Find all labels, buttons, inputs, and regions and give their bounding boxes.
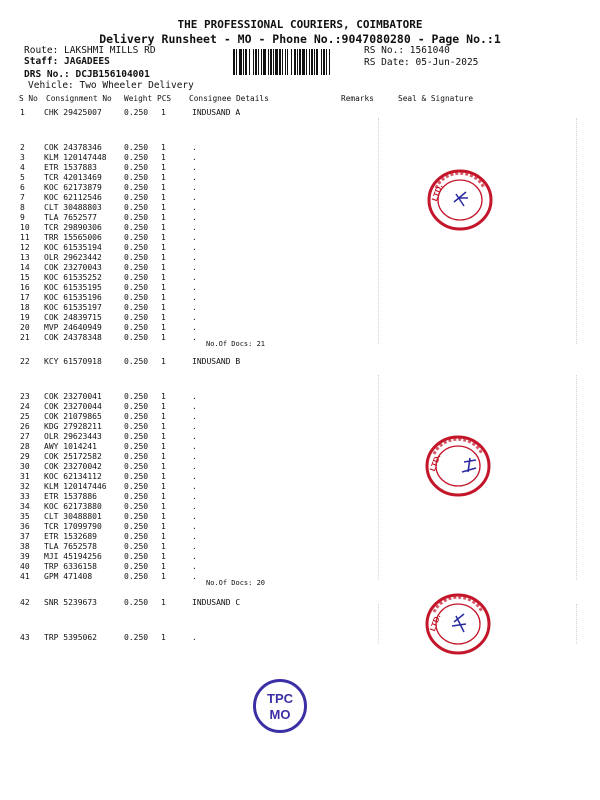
row-weight: 0.250 — [124, 243, 149, 252]
row-sno: 6 — [20, 183, 25, 192]
row-weight: 0.250 — [124, 203, 149, 212]
row-consignee-details: . — [192, 452, 197, 461]
row-weight: 0.250 — [124, 293, 149, 302]
row-consignment-no: COK 23270044 — [44, 402, 102, 411]
row-weight: 0.250 — [124, 562, 149, 571]
row-sno: 4 — [20, 163, 25, 172]
row-consignment-no: COK 25172582 — [44, 452, 102, 461]
row-consignment-no: KOC 61535197 — [44, 303, 102, 312]
table-row — [0, 153, 600, 163]
row-weight: 0.250 — [124, 173, 149, 182]
row-weight: 0.250 — [124, 452, 149, 461]
row-pcs: 1 — [161, 108, 166, 117]
row-pcs: 1 — [161, 412, 166, 421]
row-sno: 33 — [20, 492, 30, 501]
table-row — [0, 183, 600, 193]
row-pcs: 1 — [161, 402, 166, 411]
table-row — [0, 253, 600, 263]
row-pcs: 1 — [161, 303, 166, 312]
table-row — [0, 243, 600, 253]
row-sno: 35 — [20, 512, 30, 521]
row-weight: 0.250 — [124, 522, 149, 531]
row-consignee-details: . — [192, 323, 197, 332]
row-pcs: 1 — [161, 552, 166, 561]
row-pcs: 1 — [161, 283, 166, 292]
row-consignee-details: . — [192, 243, 197, 252]
table-row — [0, 163, 600, 173]
row-consignee-details: . — [192, 263, 197, 272]
row-pcs: 1 — [161, 562, 166, 571]
row-weight: 0.250 — [124, 108, 149, 117]
table-row — [0, 333, 600, 343]
row-pcs: 1 — [161, 203, 166, 212]
row-consignment-no: KOC 62134112 — [44, 472, 102, 481]
row-consignment-no: OLR 29623442 — [44, 253, 102, 262]
row-sno: 3 — [20, 153, 25, 162]
row-pcs: 1 — [161, 472, 166, 481]
row-consignment-no: ETR 1537886 — [44, 492, 97, 501]
row-consignment-no: TRR 15565006 — [44, 233, 102, 242]
doc-count: No.Of Docs: 21 — [206, 340, 266, 348]
table-row — [0, 323, 600, 333]
row-sno: 14 — [20, 263, 30, 272]
company-seal-stamp — [426, 168, 494, 232]
row-consignment-no: TLA 7652578 — [44, 542, 97, 551]
row-consignment-no: OLR 29623443 — [44, 432, 102, 441]
row-pcs: 1 — [161, 273, 166, 282]
row-consignee-details: . — [192, 532, 197, 541]
row-sno: 15 — [20, 273, 30, 282]
row-consignee-details: . — [192, 462, 197, 471]
row-weight: 0.250 — [124, 303, 149, 312]
table-row — [0, 412, 600, 422]
row-sno: 10 — [20, 223, 30, 232]
row-consignee-details: . — [192, 572, 197, 581]
row-consignee-details: . — [192, 283, 197, 292]
doc-count: No.Of Docs: 20 — [206, 579, 266, 587]
col-header-sno: S No — [19, 94, 38, 103]
table-row — [0, 492, 600, 502]
row-consignee-details: . — [192, 633, 197, 642]
row-consignment-no: KOC 61535196 — [44, 293, 102, 302]
row-weight: 0.250 — [124, 193, 149, 202]
row-pcs: 1 — [161, 243, 166, 252]
row-weight: 0.250 — [124, 462, 149, 471]
row-consignment-no: KDG 27928211 — [44, 422, 102, 431]
row-sno: 27 — [20, 432, 30, 441]
row-consignee-details: . — [192, 392, 197, 401]
table-row — [0, 452, 600, 462]
row-consignee-details: . — [192, 422, 197, 431]
table-row — [0, 402, 600, 412]
row-consignment-no: COK 24839715 — [44, 313, 102, 322]
row-consignment-no: KOC 62173880 — [44, 502, 102, 511]
row-weight: 0.250 — [124, 357, 149, 366]
company-name: THE PROFESSIONAL COURIERS, COIMBATORE — [177, 18, 423, 31]
table-row — [0, 143, 600, 153]
table-row — [0, 472, 600, 482]
row-consignment-no: CLT 30488801 — [44, 512, 102, 521]
table-row — [0, 633, 600, 643]
row-weight: 0.250 — [124, 323, 149, 332]
row-weight: 0.250 — [124, 422, 149, 431]
row-pcs: 1 — [161, 482, 166, 491]
row-sno: 28 — [20, 442, 30, 451]
row-consignment-no: KOC 61535252 — [44, 273, 102, 282]
table-row — [0, 482, 600, 492]
row-weight: 0.250 — [124, 472, 149, 481]
row-pcs: 1 — [161, 432, 166, 441]
row-consignment-no: TCR 29890306 — [44, 223, 102, 232]
row-sno: 43 — [20, 633, 30, 642]
row-consignee-details: . — [192, 193, 197, 202]
row-sno: 31 — [20, 472, 30, 481]
table-row — [0, 303, 600, 313]
row-pcs: 1 — [161, 462, 166, 471]
row-consignee-details: . — [192, 273, 197, 282]
row-pcs: 1 — [161, 233, 166, 242]
row-sno: 25 — [20, 412, 30, 421]
row-sno: 23 — [20, 392, 30, 401]
row-pcs: 1 — [161, 522, 166, 531]
row-pcs: 1 — [161, 512, 166, 521]
row-weight: 0.250 — [124, 213, 149, 222]
row-weight: 0.250 — [124, 253, 149, 262]
row-sno: 34 — [20, 502, 30, 511]
table-row — [0, 522, 600, 532]
row-consignment-no: KOC 62173879 — [44, 183, 102, 192]
row-consignment-no: CHK 29425007 — [44, 108, 102, 117]
row-consignee-details: . — [192, 482, 197, 491]
col-header-weight: Weight — [124, 94, 153, 103]
row-sno: 30 — [20, 462, 30, 471]
staff-label: Staff: JAGADEES — [24, 56, 110, 67]
row-weight: 0.250 — [124, 313, 149, 322]
vehicle-label: Vehicle: Two Wheeler Delivery — [28, 80, 194, 91]
row-sno: 5 — [20, 173, 25, 182]
row-consignment-no: KCY 61570918 — [44, 357, 102, 366]
row-consignment-no: TCR 17099790 — [44, 522, 102, 531]
table-row — [0, 263, 600, 273]
row-consignee-details: . — [192, 472, 197, 481]
row-weight: 0.250 — [124, 273, 149, 282]
table-row — [0, 273, 600, 283]
row-pcs: 1 — [161, 357, 166, 366]
row-pcs: 1 — [161, 532, 166, 541]
table-row — [0, 462, 600, 472]
row-weight: 0.250 — [124, 402, 149, 411]
row-consignee-details: . — [192, 253, 197, 262]
row-consignment-no: TLA 7652577 — [44, 213, 97, 222]
row-consignment-no: ETR 1532689 — [44, 532, 97, 541]
table-row — [0, 552, 600, 562]
company-seal-stamp — [424, 592, 492, 656]
row-sno: 13 — [20, 253, 30, 262]
row-consignment-no: COK 23270041 — [44, 392, 102, 401]
row-consignment-no: COK 23270043 — [44, 263, 102, 272]
row-sno: 29 — [20, 452, 30, 461]
table-row — [0, 213, 600, 223]
row-consignment-no: CLT 30488803 — [44, 203, 102, 212]
col-header-pcs: PCS — [157, 94, 172, 103]
row-weight: 0.250 — [124, 223, 149, 232]
row-sno: 8 — [20, 203, 25, 212]
row-consignment-no: TCR 42013469 — [44, 173, 102, 182]
row-consignee-details: . — [192, 163, 197, 172]
row-consignee-details: . — [192, 402, 197, 411]
row-pcs: 1 — [161, 452, 166, 461]
table-row — [0, 532, 600, 542]
row-pcs: 1 — [161, 502, 166, 511]
row-consignment-no: COK 23270042 — [44, 462, 102, 471]
row-consignee-details: . — [192, 293, 197, 302]
row-weight: 0.250 — [124, 183, 149, 192]
row-consignee-details: . — [192, 153, 197, 162]
row-consignment-no: KOC 61535194 — [44, 243, 102, 252]
row-sno: 2 — [20, 143, 25, 152]
row-consignee-details: . — [192, 512, 197, 521]
table-row — [0, 293, 600, 303]
row-weight: 0.250 — [124, 442, 149, 451]
row-pcs: 1 — [161, 143, 166, 152]
row-consignee-details: . — [192, 542, 197, 551]
row-consignment-no: GPM 471408 — [44, 572, 93, 581]
table-row — [0, 572, 600, 582]
row-consignee-details: INDUSAND C — [192, 598, 241, 607]
row-weight: 0.250 — [124, 333, 149, 342]
drs-number: DRS No.: DCJB156104001 — [24, 69, 150, 80]
table-row — [0, 173, 600, 183]
row-consignment-no: SNR 5239673 — [44, 598, 97, 607]
table-row — [0, 193, 600, 203]
row-consignment-no: COK 24378348 — [44, 333, 102, 342]
row-consignee-details: . — [192, 492, 197, 501]
row-weight: 0.250 — [124, 153, 149, 162]
row-weight: 0.250 — [124, 502, 149, 511]
svg-text:LTD.: LTD. — [428, 613, 443, 633]
row-sno: 18 — [20, 303, 30, 312]
row-weight: 0.250 — [124, 542, 149, 551]
row-consignee-details: . — [192, 522, 197, 531]
row-consignment-no: TRP 6336158 — [44, 562, 97, 571]
tpc-stamp-line1: TPC — [267, 691, 293, 706]
row-weight: 0.250 — [124, 283, 149, 292]
row-consignee-details: . — [192, 412, 197, 421]
row-weight: 0.250 — [124, 572, 149, 581]
row-sno: 24 — [20, 402, 30, 411]
row-consignment-no: KLM 120147448 — [44, 153, 107, 162]
row-pcs: 1 — [161, 313, 166, 322]
table-row — [0, 233, 600, 243]
row-weight: 0.250 — [124, 233, 149, 242]
row-consignee-details: . — [192, 303, 197, 312]
table-row — [0, 108, 600, 118]
row-consignee-details: . — [192, 333, 197, 342]
row-weight: 0.250 — [124, 532, 149, 541]
row-consignee-details: . — [192, 203, 197, 212]
row-pcs: 1 — [161, 392, 166, 401]
row-pcs: 1 — [161, 183, 166, 192]
row-weight: 0.250 — [124, 263, 149, 272]
svg-text:LTD.: LTD. — [430, 183, 445, 203]
row-sno: 16 — [20, 283, 30, 292]
table-row — [0, 562, 600, 572]
row-pcs: 1 — [161, 598, 166, 607]
row-consignee-details: . — [192, 502, 197, 511]
col-header-consignment: Consignment No — [46, 94, 112, 103]
row-weight: 0.250 — [124, 412, 149, 421]
row-consignee-details: INDUSAND B — [192, 357, 241, 366]
col-header-details: Consignee Details — [189, 94, 269, 103]
row-pcs: 1 — [161, 633, 166, 642]
row-consignee-details: . — [192, 223, 197, 232]
company-seal-stamp — [424, 434, 492, 498]
row-sno: 21 — [20, 333, 30, 342]
row-consignment-no: COK 24378346 — [44, 143, 102, 152]
row-consignment-no: MVP 24640949 — [44, 323, 102, 332]
route-label: Route: LAKSHMI MILLS RD — [24, 45, 156, 56]
table-row — [0, 598, 600, 608]
table-row — [0, 542, 600, 552]
row-weight: 0.250 — [124, 552, 149, 561]
row-consignment-no: AWY 1014241 — [44, 442, 97, 451]
row-pcs: 1 — [161, 173, 166, 182]
row-consignment-no: COK 21079865 — [44, 412, 102, 421]
tpc-mo-stamp — [253, 679, 307, 733]
table-row — [0, 313, 600, 323]
table-row — [0, 512, 600, 522]
barcode — [233, 49, 357, 75]
row-sno: 12 — [20, 243, 30, 252]
row-consignee-details: . — [192, 143, 197, 152]
row-pcs: 1 — [161, 293, 166, 302]
row-consignment-no: MJI 45194256 — [44, 552, 102, 561]
row-consignee-details: . — [192, 313, 197, 322]
tpc-stamp-line2: MO — [269, 707, 291, 722]
table-row — [0, 502, 600, 512]
row-consignee-details: . — [192, 233, 197, 242]
row-weight: 0.250 — [124, 482, 149, 491]
row-sno: 38 — [20, 542, 30, 551]
row-sno: 20 — [20, 323, 30, 332]
row-consignee-details: . — [192, 562, 197, 571]
table-row — [0, 392, 600, 402]
row-sno: 26 — [20, 422, 30, 431]
row-weight: 0.250 — [124, 598, 149, 607]
row-weight: 0.250 — [124, 143, 149, 152]
row-consignment-no: KOC 61535195 — [44, 283, 102, 292]
table-row — [0, 203, 600, 213]
row-sno: 36 — [20, 522, 30, 531]
row-weight: 0.250 — [124, 392, 149, 401]
row-pcs: 1 — [161, 542, 166, 551]
table-row — [0, 283, 600, 293]
row-sno: 9 — [20, 213, 25, 222]
row-pcs: 1 — [161, 263, 166, 272]
row-sno: 1 — [20, 108, 25, 117]
row-consignee-details: . — [192, 552, 197, 561]
row-pcs: 1 — [161, 422, 166, 431]
table-row — [0, 422, 600, 432]
row-consignment-no: KLM 120147446 — [44, 482, 107, 491]
row-pcs: 1 — [161, 323, 166, 332]
row-sno: 7 — [20, 193, 25, 202]
row-pcs: 1 — [161, 492, 166, 501]
row-consignee-details: . — [192, 432, 197, 441]
table-row — [0, 442, 600, 452]
rs-number: RS No.: 1561040 — [364, 45, 450, 56]
row-pcs: 1 — [161, 333, 166, 342]
row-consignment-no: TRP 5395062 — [44, 633, 97, 642]
row-pcs: 1 — [161, 442, 166, 451]
row-sno: 41 — [20, 572, 30, 581]
row-sno: 19 — [20, 313, 30, 322]
col-header-seal: Seal & Signature — [398, 94, 474, 103]
runsheet-title: Delivery Runsheet - MO - Phone No.:9047080280 - Page No.:1 — [99, 32, 501, 46]
row-weight: 0.250 — [124, 492, 149, 501]
row-consignment-no: KOC 62112546 — [44, 193, 102, 202]
row-pcs: 1 — [161, 572, 166, 581]
rs-date: RS Date: 05-Jun-2025 — [364, 57, 479, 68]
col-header-remarks: Remarks — [341, 94, 374, 103]
row-sno: 32 — [20, 482, 30, 491]
row-pcs: 1 — [161, 153, 166, 162]
row-pcs: 1 — [161, 163, 166, 172]
row-pcs: 1 — [161, 193, 166, 202]
row-pcs: 1 — [161, 253, 166, 262]
row-weight: 0.250 — [124, 633, 149, 642]
row-consignment-no: ETR 1537883 — [44, 163, 97, 172]
row-consignee-details: . — [192, 442, 197, 451]
row-consignee-details: . — [192, 183, 197, 192]
row-weight: 0.250 — [124, 512, 149, 521]
row-consignee-details: . — [192, 213, 197, 222]
table-row — [0, 357, 600, 367]
row-consignee-details: INDUSAND A — [192, 108, 241, 117]
row-sno: 17 — [20, 293, 30, 302]
row-sno: 42 — [20, 598, 30, 607]
row-weight: 0.250 — [124, 432, 149, 441]
row-sno: 22 — [20, 357, 30, 366]
row-sno: 40 — [20, 562, 30, 571]
row-sno: 11 — [20, 233, 30, 242]
row-pcs: 1 — [161, 213, 166, 222]
row-weight: 0.250 — [124, 163, 149, 172]
table-row — [0, 432, 600, 442]
table-row — [0, 223, 600, 233]
row-sno: 37 — [20, 532, 30, 541]
svg-text:LTD.: LTD. — [428, 453, 443, 473]
row-consignee-details: . — [192, 173, 197, 182]
row-pcs: 1 — [161, 223, 166, 232]
row-sno: 39 — [20, 552, 30, 561]
